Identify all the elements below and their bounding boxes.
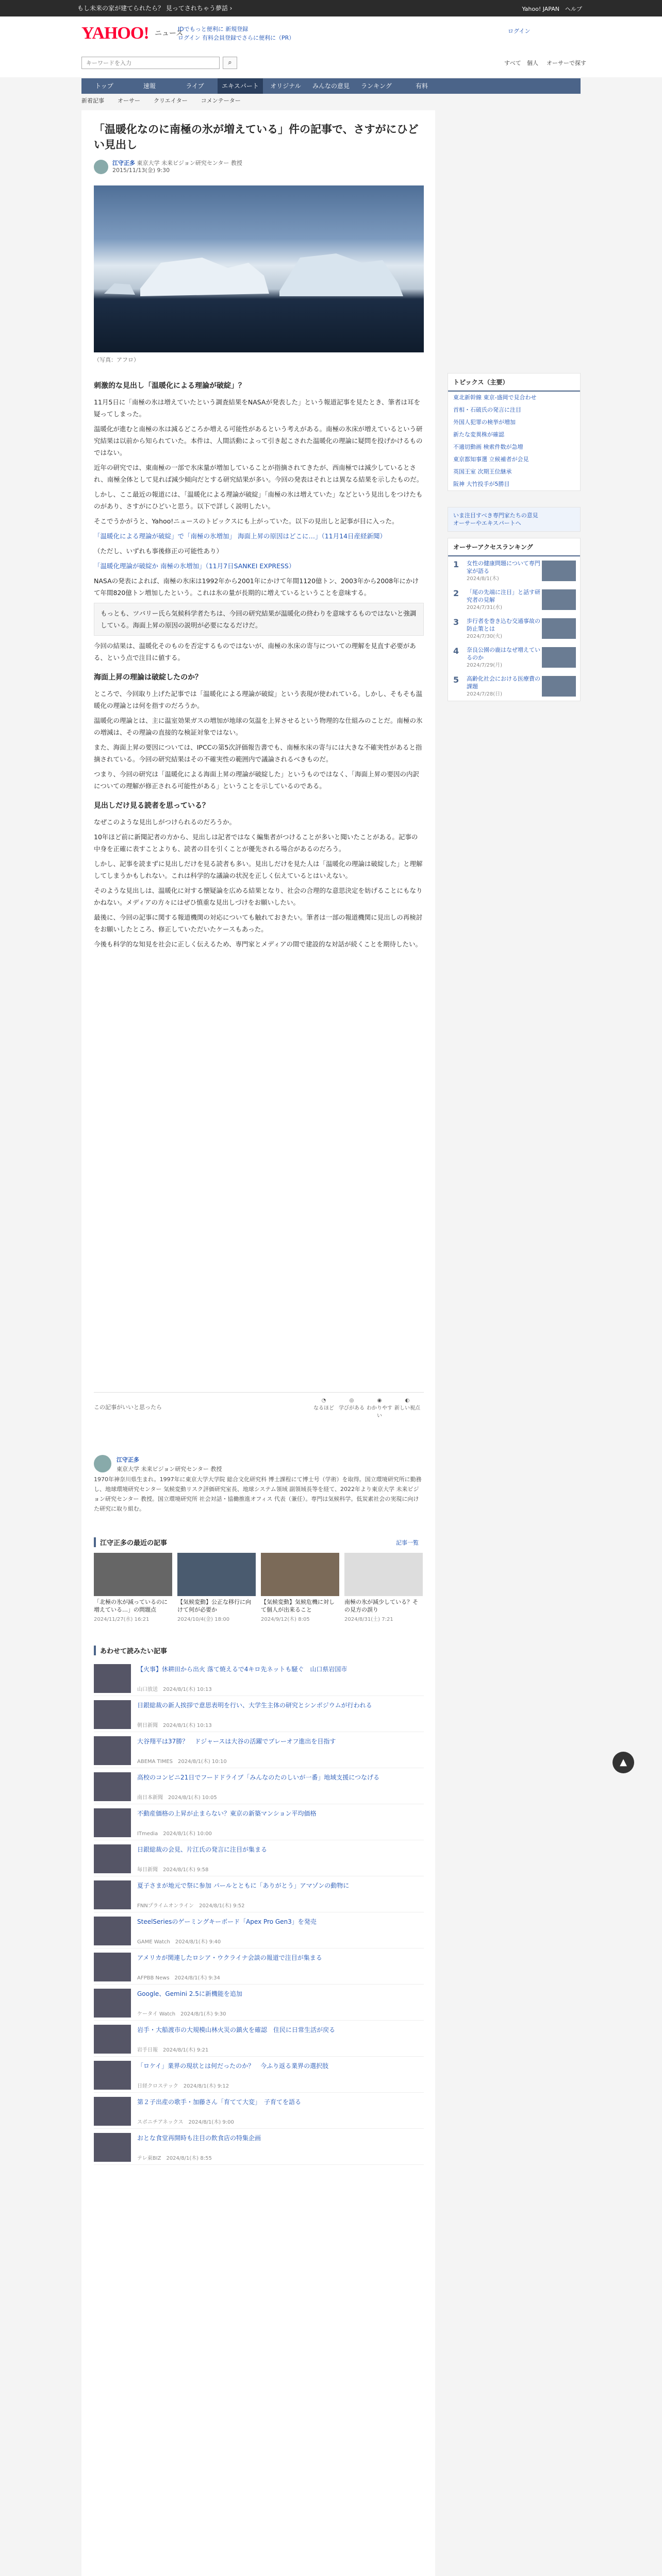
thumbnail <box>94 1772 131 1801</box>
top-links[interactable]: Yahoo! JAPAN ヘルプ <box>522 6 582 12</box>
reaction-bar <box>94 1392 424 1422</box>
nav-paid[interactable]: 有料 <box>415 82 428 90</box>
related-source: 岩手日報 2024/8/1(木) 9:21 <box>137 2047 209 2053</box>
related-article[interactable] <box>94 2130 424 2165</box>
reaction-button[interactable]: ◐ 新しい視点 <box>394 1398 420 1411</box>
reaction-button[interactable]: ◔ なるほど <box>313 1398 334 1411</box>
login-link[interactable]: ログイン 有料会員登録でさらに便利に（PR） <box>178 35 295 41</box>
ranking-item[interactable] <box>448 643 580 672</box>
quote-block: もっとも、ツバリー氏ら気候科学者たちは、今回の研究結果が温暖化の終わりを意味するものではないと強調している。海面上昇の原因の説明が必要になるだけだ。 <box>94 603 424 636</box>
related-article[interactable] <box>94 2022 424 2057</box>
ranking-box <box>448 538 581 701</box>
paragraph: 近年の研究では、東南極の一部で氷床量が増加していることが指摘されてきたが、西南極では減少しているとされ、南極全体として見れば減少傾向だとする研究結果が多い。今回の発表はそれとは異なる結果を示したものだ。 <box>94 464 423 483</box>
ranking-number: 2 <box>453 588 459 598</box>
article-title: 「温暖化なのに南極の氷が増えている」件の記事で、さすがにひどい見出し <box>94 123 419 151</box>
ranking-item[interactable] <box>448 672 580 701</box>
paragraph: 最後に、今回の記事に関する報道機関の対応についても触れておきたい。筆者は一部の報道機関に見出しの再検討をお願いしたところ、修正していただいたケースもあった。 <box>94 913 423 933</box>
thumbnail <box>177 1553 256 1596</box>
paragraph: 11月5日に「南極の氷は増えていたという調査結果をNASAが発表した」という報道記事を見たとき、筆者は耳を疑ってしまった。 <box>94 398 420 418</box>
banner-link[interactable]: オーサーやエキスパートへ <box>453 520 521 527</box>
related-title: Google、Gemini 2.5に新機能を追加 <box>137 1990 242 1997</box>
author-name[interactable]: 江守正多 <box>112 160 135 166</box>
related-title: 岩手・大船渡市の大規模山林火災の鎮火を確認 住民に日常生活が戻る <box>137 2026 336 2033</box>
related-article[interactable] <box>94 1769 424 1804</box>
thumbnail <box>94 1700 131 1729</box>
search-input[interactable] <box>81 57 220 69</box>
section-heading: 刺激的な見出し「温暖化による理論が破綻」？ <box>94 382 245 390</box>
avatar[interactable] <box>94 1455 111 1472</box>
ranking-date: 2024/8/1(木) <box>467 576 499 582</box>
ranking-number: 5 <box>453 675 459 685</box>
recent-article[interactable]: 「北極の氷が減っているのに増えている…」の問題点 2024/11/27(水) 16:21 <box>94 1553 172 1630</box>
related-source: スポニチアネックス 2024/8/1(木) 9:00 <box>137 2120 234 2125</box>
related-source: ABEMA TIMES 2024/8/1(木) 10:10 <box>137 1759 227 1765</box>
paragraph: そのような見出しは、温暖化に対する懐疑論を広める結果となり、社会の合理的な意思決定を妨げることにもなりかねない。メディアの方々にはぜひ慎重な見出しづけをお願いしたい。 <box>94 887 423 906</box>
thumbnail <box>94 1553 172 1596</box>
thumbnail <box>542 647 576 668</box>
paragraph: なぜこのような見出しがつけられるのだろうか。 <box>94 818 236 826</box>
related-source: 毎日新聞 2024/8/1(木) 9:58 <box>137 1867 209 1873</box>
related-source: 朝日新聞 2024/8/1(木) 10:13 <box>137 1723 212 1728</box>
related-title: 日銀総裁の新人挨拶で意思表明を行い、大学生主体の研究とシンポジウムが行われる <box>137 1702 372 1709</box>
article-link[interactable]: 「温暖化による理論が破綻」で「南極の氷増加」 海面上昇の原因はどこに…」（11月14日産経新聞） <box>94 532 387 540</box>
ranking-item[interactable] <box>448 614 580 643</box>
ranking-title: 歩行者を巻き込む交通事故の防止策とは <box>467 618 540 632</box>
thumbnail <box>94 1664 131 1693</box>
top-bar <box>0 0 662 16</box>
nav-breaking[interactable]: 速報 <box>143 82 156 90</box>
related-source: 日経クロステック 2024/8/1(木) 9:12 <box>137 2083 229 2089</box>
paragraph: 温暖化が進むと南極の氷は減るどころか増える可能性があるという考えがある。南極の氷床が増えているという研究結果は以前から知られていた。本件は、人間活動によって引き起こされた温暖化の理論に疑問を投げかけるものではない。 <box>94 425 423 456</box>
profile-role: 東京大学 未来ビジョン研究センター 教授 <box>117 1466 222 1472</box>
image-caption: （写真：アフロ） <box>94 357 139 363</box>
related-article[interactable] <box>94 1661 424 1696</box>
paragraph: つまり、今回の研究は「温暖化による海面上昇の理論が破綻した」というものではなく、「海面上昇の要因の内訳についての理解が修正される可能性がある」ということを示しているのである。 <box>94 770 420 790</box>
thumbnail <box>94 1736 131 1765</box>
related-title: 「ロケイ」業界の現状とは何だったのか？ 今ふり返る業界の選択肢 <box>137 2062 329 2070</box>
related-source: FNNプライムオンライン 2024/8/1(木) 9:52 <box>137 1903 245 1909</box>
topics-heading: トピックス（主要） <box>448 374 580 392</box>
search-by-author[interactable]: オーサーで探す <box>547 60 586 66</box>
paragraph: 今後も科学的な知見を社会に正しく伝えるため、専門家とメディアの間で建設的な対話が続くことを期待したい。 <box>94 940 422 948</box>
ranking-title: 高齢化社会における医療費の課題 <box>467 675 540 690</box>
recent-heading: 江守正多の最近の記事 <box>94 1537 167 1547</box>
banner-text: いま注目すべき専門家たちの意見 <box>453 512 538 519</box>
main-nav <box>81 78 581 94</box>
expert-banner[interactable] <box>448 507 581 532</box>
related-source: AFPBB News 2024/8/1(木) 9:34 <box>137 1975 220 1981</box>
ranking-heading: オーサーアクセスランキング <box>448 538 580 556</box>
thumbnail <box>94 2025 131 2054</box>
thumbnail <box>94 1808 131 1837</box>
nav-top[interactable]: トップ <box>95 82 113 90</box>
related-article[interactable] <box>94 1805 424 1840</box>
thumbnail <box>94 2097 131 2126</box>
related-title: 【火事】休耕田から出火 落て焼えるで4キロ先ネットも騒ぐ 山口県岩国市 <box>137 1666 347 1673</box>
ranking-number: 1 <box>453 560 459 569</box>
ranking-date: 2024/7/28(日) <box>467 691 503 697</box>
related-title: 夏子さまが地元で祭に参加 パールとともに「ありがとう」アマゾンの動物に <box>137 1882 350 1889</box>
related-article[interactable] <box>94 1841 424 1876</box>
subnav-new[interactable]: 新着記事 <box>81 97 104 104</box>
header-links <box>178 25 294 42</box>
nav-expert[interactable]: エキスパート <box>218 78 263 94</box>
search-scope-all[interactable]: すべて <box>504 60 521 66</box>
related-article[interactable] <box>94 2094 424 2129</box>
recent-article[interactable]: 【気候変動】公正な移行に向けて何が必要か 2024/10/4(金) 18:00 <box>177 1553 256 1630</box>
related-title: 第２子出産の歌手・加藤さん「育てて大変」 子育てを語る <box>137 2098 302 2106</box>
nav-live[interactable]: ライブ <box>186 82 204 90</box>
avatar[interactable] <box>94 160 108 174</box>
related-title: 日銀総裁の会見、片江氏の発言に注目が集まる <box>137 1846 268 1853</box>
related-title: 高校のコンビニ21日でフードドライブ「みんなのたのしいが一番」地域支援につなげる <box>137 1774 379 1781</box>
ranking-item[interactable] <box>448 556 580 585</box>
reaction-label: この記事がいいと思ったら <box>94 1404 162 1411</box>
thumbnail <box>261 1553 339 1596</box>
related-article[interactable] <box>94 1913 424 1948</box>
profile-name[interactable]: 江守正多 <box>117 1456 139 1463</box>
topic-link[interactable]: 阪神 大竹投手が5勝目 <box>453 481 510 487</box>
article-link[interactable]: 「温暖化理論が破綻か 南極の氷増加」（11月7日SANKEI EXPRESS） <box>94 562 295 570</box>
header-login[interactable]: ログイン <box>508 28 531 35</box>
search-icon[interactable]: ⌕ <box>223 57 237 69</box>
thumbnail <box>94 1989 131 2018</box>
related-article[interactable] <box>94 1877 424 1912</box>
thumbnail <box>344 1553 423 1596</box>
article-date: 2015/11/13(金) 9:30 <box>112 167 170 174</box>
related-source: 南日本新聞 2024/8/1(木) 10:05 <box>137 1795 217 1801</box>
subnav-author[interactable]: オーサー <box>118 97 140 104</box>
thumbnail <box>94 1917 131 1945</box>
related-title: SteelSeriesのゲーミングキーボード「Apex Pro Gen3」を発売 <box>137 1918 317 1925</box>
hero-image <box>94 185 424 352</box>
ranking-title: 奈良公園の鹿はなぜ増えているのか <box>467 647 540 661</box>
thumbnail <box>94 1844 131 1873</box>
paragraph: しかし、ここ最近の報道には、「温暖化による理論が破綻」「南極の氷は増えていた」などという見出しをつけたものがあり、さすがにひどいと思う。以下で詳しく説明したい。 <box>94 490 423 510</box>
paragraph: ところで、今回取り上げた記事では「温暖化による理論が破綻」という表現が使われている。しかし、そもそも温暖化の理論とは何を指すのだろうか。 <box>94 690 423 709</box>
article-column <box>81 110 435 2576</box>
thumbnail <box>94 2133 131 2162</box>
thumbnail <box>94 1953 131 1981</box>
scroll-top-button[interactable]: ▲ <box>613 1752 634 1773</box>
ranking-number: 3 <box>453 617 459 627</box>
ranking-title: 「尾の先端に注目」と話す研究者の見解 <box>467 589 540 603</box>
related-source: GAME Watch 2024/8/1(木) 9:40 <box>137 1939 221 1945</box>
related-article[interactable] <box>94 1986 424 2021</box>
top-ad-link[interactable]: もし未来の家が建てられたら？ 見ってされちゃう夢話 › <box>77 5 233 12</box>
paragraph: 今回の結果は、温暖化そのものを否定するものではないが、南極の氷床の寄与についての理解を見直す必要がある、という点で注目に値する。 <box>94 642 416 662</box>
paragraph: 温暖化の理論とは、主に温室効果ガスの増加が地球の気温を上昇させるという物理的な仕組みのことだ。南極の氷の増減は、その理論の直接的な検証対象ではない。 <box>94 717 423 736</box>
related-source: テレ東BIZ 2024/8/1(木) 8:55 <box>137 2156 212 2161</box>
ranking-item[interactable] <box>448 585 580 614</box>
profile-bio: 1970年神奈川県生まれ。1997年に東京大学大学院 総合文化研究科 博士課程にて博士号（学術）を取得。国立環境研究所に勤務し、地球環境研究センター 気候変動リスク評価研究室長、地球システム領域 副領域長等を経て、2022年より東京大学 未来ビジョン研究センター 教授。国立環境研究所 社会対話・協働推進オフィス 代表（兼任）。専門は気候科学。低炭素社会の実現に向けた研究に取り組む。 <box>94 1476 422 1512</box>
nav-original[interactable]: オリジナル <box>270 82 301 90</box>
topic-link[interactable]: 外国人犯罪の検挙が増加 <box>453 419 516 426</box>
topic-link[interactable]: 東北新幹線 東京-盛岡で見合わせ <box>453 394 537 401</box>
author-role: 東京大学 未来ビジョン研究センター 教授 <box>137 160 242 166</box>
related-article[interactable] <box>94 2058 424 2093</box>
thumbnail <box>542 561 576 581</box>
thumbnail <box>94 2061 131 2090</box>
news-label: ニュース <box>155 29 184 38</box>
recent-more-link[interactable]: 記事一覧 <box>396 1539 419 1546</box>
related-title: アメリカが関連したロシア・ウクライナ会談の報道で注目が集まる <box>137 1954 322 1961</box>
ranking-number: 4 <box>453 646 459 656</box>
search-scope-personal[interactable]: 個人 <box>527 60 538 66</box>
subnav-creator[interactable]: クリエイター <box>154 97 188 104</box>
related-title: 不動産価格の上昇が止まらない？東京の新築マンション平均価格 <box>137 1810 317 1817</box>
section-heading: 海面上昇の理論は破綻したのか？ <box>94 673 202 682</box>
register-link[interactable]: IDでもっと便利に 新規登録 <box>178 26 249 32</box>
related-source: 山口放送 2024/8/1(木) 10:13 <box>137 1687 212 1692</box>
topic-link[interactable]: 東京都知事選 立候補者が会見 <box>453 456 529 463</box>
related-title: おとな食堂再開時も注目の飲食店の特集企画 <box>137 2134 261 2142</box>
iceberg-image <box>94 185 424 352</box>
topics-box <box>448 373 581 491</box>
nav-ranking[interactable]: ランキング <box>361 82 392 90</box>
related-source: ITmedia 2024/8/1(木) 10:00 <box>137 1831 212 1837</box>
nav-opinion[interactable]: みんなの意見 <box>312 82 350 90</box>
topic-link[interactable]: 不適切動画 検索件数が急増 <box>453 444 523 450</box>
paragraph: 10年ほど前に新聞記者の方から、見出しは記者ではなく編集者がつけることが多いと聞いたことがある。記事の中身を正確に表すことよりも、読者の目を引くことが優先される場合があるのだろう。 <box>94 833 418 853</box>
related-article[interactable] <box>94 1697 424 1732</box>
paragraph: NASAの発表によれば、南極の氷床は1992年から2001年にかけて年間1120億トン、2003年から2008年にかけて年間820億トン増加したという。これは氷の量が長期的に増えているということを意味する。 <box>94 577 419 597</box>
article-body <box>94 372 424 953</box>
recent-article[interactable]: 南極の氷が減少している？その見方の誤り 2024/8/31(土) 7:21 <box>344 1553 423 1630</box>
sub-nav <box>81 96 254 105</box>
reaction-button[interactable]: ◉ わかりやすい <box>367 1398 392 1419</box>
related-title: 大谷翔平は37勝？ ドジャースは大谷の活躍でプレーオフ進出を目指す <box>137 1738 336 1745</box>
paragraph: しかし、記事を読まずに見出しだけを見る読者も多い。見出しだけを見た人は「温暖化の理論は破綻した」と理解してしまうかもしれない。これは科学的な議論の状況を正しく伝えているとはいえない。 <box>94 860 423 879</box>
related-article[interactable] <box>94 1950 424 1985</box>
topic-link[interactable]: 英国王室 次期王位継承 <box>453 468 512 475</box>
paragraph: （ただし、いずれも事後修正の可能性あり） <box>94 547 223 555</box>
ranking-date: 2024/7/29(月) <box>467 663 503 668</box>
recent-article[interactable]: 【気候変動】気候危機に対して個人が出来ること 2024/9/12(木) 8:05 <box>261 1553 339 1630</box>
paragraph: また、海面上昇の要因については、IPCCの第5次評価報告書でも、南極氷床の寄与には大きな不確実性があると指摘されている。今回の研究結果はその不確実性の範囲内で議論されるべきものだ。 <box>94 743 422 763</box>
thumbnail <box>94 1880 131 1909</box>
ranking-date: 2024/7/30(火) <box>467 634 503 639</box>
ranking-title: 女性の健康問題について専門家が語る <box>467 560 540 574</box>
reaction-button[interactable]: ◎ 学びがある <box>339 1398 365 1411</box>
section-heading: 見出しだけ見る読者を思っている？ <box>94 802 209 810</box>
thumbnail <box>542 589 576 610</box>
related-source: ケータイ Watch 2024/8/1(木) 9:30 <box>137 2011 226 2017</box>
ranking-date: 2024/7/31(水) <box>467 605 503 611</box>
thumbnail <box>542 618 576 639</box>
related-article[interactable] <box>94 1733 424 1768</box>
yahoo-logo[interactable]: YAHOO! <box>81 24 149 43</box>
topic-link[interactable]: 新たな変異株が確認 <box>453 431 504 438</box>
thumbnail <box>542 676 576 697</box>
related-heading: あわせて読みたい記事 <box>94 1646 167 1655</box>
subnav-commentator[interactable]: コメンテーター <box>201 97 241 104</box>
paragraph: そこでうかがうと、Yahoo!ニュースのトピックスにも上がっていた。以下の見出しと記事が目に入った。 <box>94 517 399 525</box>
topic-link[interactable]: 首相・石破氏の発言に注目 <box>453 406 521 413</box>
author-profile <box>94 1455 424 1514</box>
